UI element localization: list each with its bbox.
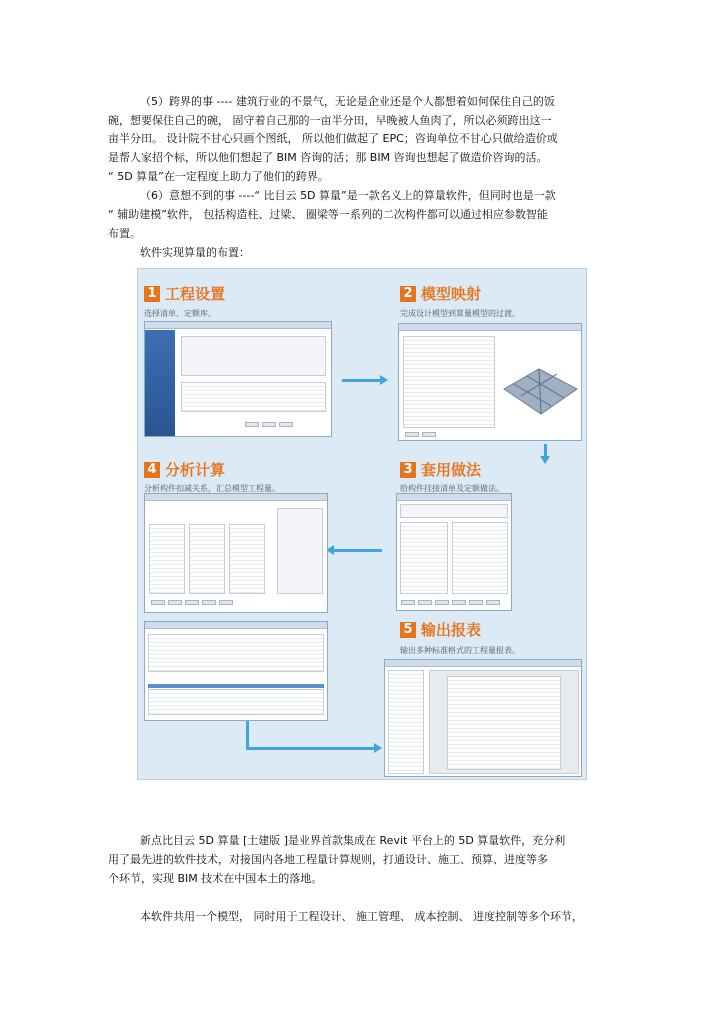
- model-3d-icon: [499, 344, 579, 424]
- type-list: [229, 524, 265, 594]
- step-2-title: [400, 283, 481, 304]
- component-tree: [400, 522, 448, 594]
- step-label: 工程设置: [165, 285, 226, 303]
- filter-panel: [400, 504, 508, 518]
- window-titlebar: [145, 322, 331, 329]
- text-line: 是帮人家招个标，所以他们想起了 BIM 咨询的活；那 BIM 咨询也想起了做造价咨询的活。: [108, 151, 548, 164]
- step-5-screenshot: [384, 659, 582, 777]
- step-1-subtitle: 选择清单、定额库。: [144, 309, 216, 318]
- step-number: 3: [400, 462, 416, 478]
- paragraph-shared-model: 本软件共用一个模型， 同时用于工程设计、 施工管理、 成本控制、 进度控制等多个环节，: [140, 910, 583, 923]
- step-4-title: [144, 459, 225, 480]
- figure-intro: 软件实现算量的布置：: [140, 246, 250, 259]
- text-line: 个环节，实现 BIM 技术在中国本土的落地。: [108, 872, 323, 885]
- text-line: 布置。: [108, 227, 141, 240]
- form-rows: [181, 382, 326, 412]
- dialog-buttons: [401, 600, 500, 605]
- text-line: “ 辅助建模”软件， 包括构造柱、过梁、 圈梁等一系列的二次构件都可以通过相应参数智能: [108, 208, 548, 221]
- result-table: [148, 634, 324, 672]
- arrow-3-to-4: [332, 549, 382, 552]
- window-titlebar: [145, 494, 327, 501]
- step-1-title: [144, 283, 225, 304]
- options-panel: [277, 508, 323, 594]
- text-line: 用了最先进的软件技术，对接国内各地工程量计算规则，打通设计、施工、预算、进度等多: [108, 853, 548, 866]
- arrow-head: [374, 743, 382, 753]
- step-label: 模型映射: [421, 285, 482, 303]
- dialog-buttons: [405, 432, 436, 437]
- mapping-list: [403, 336, 495, 428]
- arrow-4-down: [246, 721, 249, 749]
- dialog-buttons: [245, 422, 293, 427]
- report-page: [447, 676, 561, 770]
- component-list: [189, 524, 225, 594]
- step-label: 套用做法: [421, 461, 482, 479]
- arrow-1-to-2: [342, 379, 382, 382]
- step-number: 5: [400, 622, 416, 638]
- text-line: 新点比目云 5D 算量 [土建版 ]是业界首款集成在 Revit 平台上的 5D 算量软件，充分利: [140, 834, 566, 847]
- step-5-subtitle: 输出多种标准格式的工程量报表。: [400, 646, 520, 655]
- method-list: [452, 522, 508, 594]
- report-tree: [388, 670, 424, 774]
- step-4-screenshot-b: [144, 621, 328, 721]
- window-titlebar: [145, 622, 327, 629]
- step-2-screenshot: [398, 323, 582, 441]
- window-titlebar: [397, 494, 511, 501]
- arrow-4-to-5: [246, 747, 376, 750]
- step-number: 1: [144, 286, 160, 302]
- selected-row: [148, 684, 324, 688]
- step-number: 4: [144, 462, 160, 478]
- arrow-head: [380, 375, 388, 385]
- text-line: （6）意想不到的事 ----“ 比目云 5D 算量”是一款名义上的算量软件，但同时也是一款: [140, 189, 556, 202]
- step-number: 2: [400, 286, 416, 302]
- text-line: （5）跨界的事 ---- 建筑行业的不景气，无论是企业还是个人都想着如何保住自己的饭: [140, 95, 555, 108]
- sidebar-panel: [145, 330, 175, 436]
- window-titlebar: [399, 324, 581, 331]
- text-line: 碗，想要保住自己的碗， 固守着自己那的一亩半分田，早晚被人鱼肉了，所以必须跨出这一: [108, 114, 552, 127]
- step-1-screenshot: [144, 321, 332, 437]
- workflow-figure: [137, 268, 587, 780]
- step-4-screenshot-a: [144, 493, 328, 613]
- step-5-title: [400, 619, 481, 640]
- step-4-subtitle: 分析构件扣减关系，汇总模型工程量。: [144, 484, 280, 493]
- settings-panel: [181, 336, 326, 376]
- step-label: 分析计算: [165, 461, 226, 479]
- detail-table: [148, 689, 324, 715]
- step-3-screenshot: [396, 493, 512, 611]
- step-2-subtitle: 完成设计模型到算量模型的过渡。: [400, 309, 520, 318]
- step-3-subtitle: 给构件挂接清单及定额做法。: [400, 484, 504, 493]
- window-titlebar: [385, 660, 581, 667]
- dialog-buttons: [151, 600, 233, 605]
- floor-list: [149, 524, 185, 594]
- step-3-title: [400, 459, 481, 480]
- arrow-head: [540, 456, 550, 464]
- text-line: 亩半分田。 设计院不甘心只画个图纸， 所以他们做起了 EPC；咨询单位不甘心只做给造价或: [108, 132, 558, 145]
- step-label: 输出报表: [421, 621, 482, 639]
- text-line: “ 5D 算量”在一定程度上助力了他们的跨界。: [108, 170, 329, 183]
